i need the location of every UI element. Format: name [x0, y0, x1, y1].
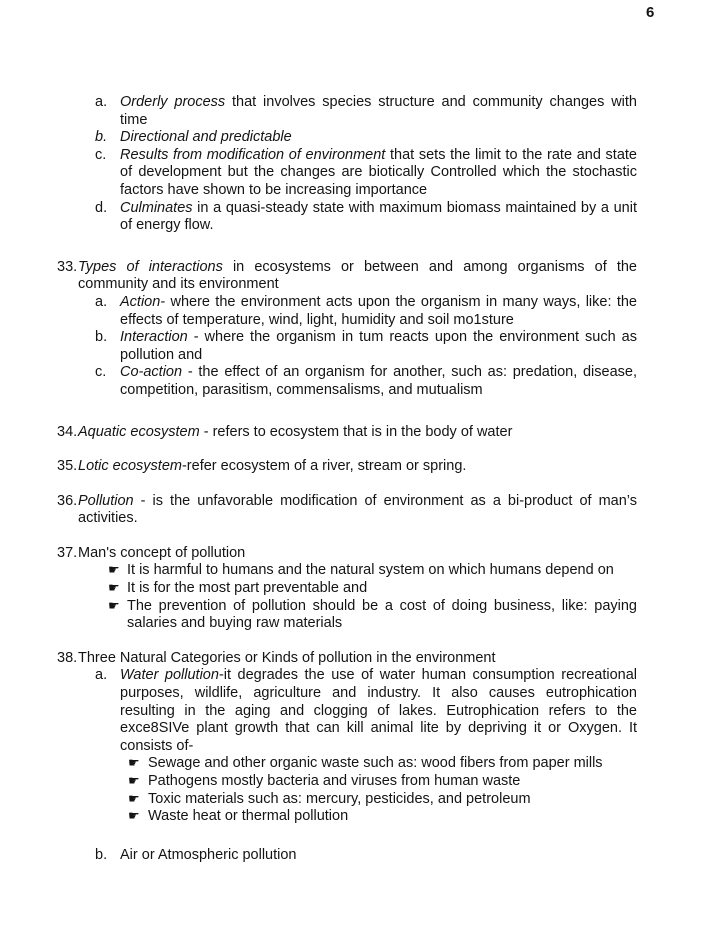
- item-text: -it degrades the use of water human consumption recreational purposes, wildlife, agriculture and industry. It also causes eutrophication resulting in the aging and clogging of lakes. Eutrophication refers to the exce8SIVe plant growth that can kill animal lite by depriving it or Oxygen. It consists of-: [120, 667, 638, 754]
- list-item-d: [95, 200, 637, 235]
- item-number: 33.: [57, 258, 78, 275]
- list-marker: b.: [95, 129, 108, 146]
- item-lead: Results from modification of environment: [120, 146, 386, 163]
- item-text: - the effect of an organism for another, such as: predation, disease, competition, parasitism, commensalisms, and mutualism: [120, 364, 637, 398]
- item-lead: Interaction: [120, 329, 188, 346]
- item-number: 36.: [57, 492, 78, 509]
- list-item-b: [95, 129, 637, 147]
- item-number: 34.: [57, 423, 78, 440]
- sub-item-marker: b.: [95, 846, 108, 863]
- item-37: [57, 545, 637, 633]
- item-35-text: [57, 458, 637, 476]
- bullet-row: [128, 755, 637, 773]
- item-38: [57, 650, 637, 865]
- item-33: [57, 259, 637, 400]
- item-35: [57, 458, 637, 476]
- page-number: 6: [646, 4, 655, 21]
- item-34-text: [57, 424, 637, 442]
- list-marker: d.: [95, 199, 108, 216]
- bullet-text: The prevention of pollution should be a cost of doing business, like: paying salaries and buying raw materials: [127, 597, 637, 632]
- bullet-row: [128, 773, 637, 791]
- item-text: - refers to ecosystem that is in the body of water: [199, 423, 513, 440]
- bullet-row: [128, 808, 637, 826]
- pointing-hand-bullet-icon: ☛: [108, 581, 120, 597]
- item-number: 38.: [57, 649, 78, 666]
- bullet-text: It is harmful to humans and the natural system on which humans depend on: [127, 562, 614, 579]
- item-text: in ecosystems or between and among organisms of the community and its environment: [78, 258, 637, 293]
- bullet-text: Sewage and other organic waste such as: wood fibers from paper mills: [148, 755, 603, 772]
- item-text: -refer ecosystem of a river, stream or spring.: [181, 458, 467, 475]
- sub-item-marker: a.: [95, 667, 108, 684]
- list-marker: a.: [95, 94, 108, 110]
- list-item-c: [95, 147, 637, 200]
- item-lead: Action-: [120, 293, 166, 310]
- document-content: [57, 94, 637, 864]
- bullet-row: [108, 598, 637, 633]
- sub-item-c: [95, 364, 637, 399]
- item-lead: Orderly process: [120, 94, 226, 110]
- bullet-text: Waste heat or thermal pollution: [148, 808, 349, 825]
- item-38-heading: [57, 650, 637, 668]
- item-37-heading: [57, 545, 637, 563]
- sub-item-marker: c.: [95, 364, 107, 381]
- item-text: - is the unfavorable modification of environment as a bi-product of man’s activities.: [78, 492, 637, 527]
- item-number: 37.: [57, 544, 78, 561]
- pointing-hand-bullet-icon: ☛: [108, 563, 120, 579]
- sub-item-b: [95, 329, 637, 364]
- item-lead: Lotic ecosystem: [78, 458, 182, 475]
- bullet-row: [128, 791, 637, 809]
- sub-item-marker: b.: [95, 329, 108, 346]
- item-text: that involves species structure and community changes with time: [120, 94, 637, 128]
- item-36: [57, 493, 637, 528]
- item-lead: Directional and predictable: [120, 129, 292, 146]
- item-text: where the environment acts upon the organism in many ways, like: the effects of temperature, wind, light, humidity and soil mo1sture: [120, 293, 637, 328]
- bullet-text: Toxic materials such as: mercury, pesticides, and petroleum: [148, 790, 531, 807]
- bullet-row: [108, 562, 637, 580]
- sub-item-air-pollution: [95, 847, 637, 865]
- list-marker: c.: [95, 146, 107, 163]
- sub-item-water-pollution: [95, 667, 637, 755]
- item-33-heading: [57, 259, 637, 294]
- sub-item-a: [95, 294, 637, 329]
- item-34: [57, 424, 637, 442]
- item-lead: Aquatic ecosystem: [78, 423, 200, 440]
- item-lead: Culminates: [120, 199, 193, 216]
- item-lead: Pollution: [78, 492, 134, 509]
- item-text: that sets the limit to the rate and state of development but the changes are biotically Controlled which the stochastic factors have shown to be increasing importance: [120, 146, 637, 198]
- list-item-a: [95, 94, 637, 129]
- sub-item-marker: a.: [95, 293, 108, 310]
- pointing-hand-bullet-icon: ☛: [128, 809, 140, 825]
- item-title: Three Natural Categories or Kinds of pollution in the environment: [78, 649, 496, 666]
- item-text: Air or Atmospheric pollution: [120, 846, 297, 863]
- item-title: Man's concept of pollution: [78, 544, 246, 561]
- item-lead: Types of interactions: [78, 258, 223, 275]
- pointing-hand-bullet-icon: ☛: [128, 791, 140, 807]
- pointing-hand-bullet-icon: ☛: [128, 756, 140, 772]
- item-36-text: [57, 493, 637, 528]
- bullet-text: Pathogens mostly bacteria and viruses from human waste: [148, 773, 521, 789]
- bullet-row: [108, 580, 637, 598]
- list-succession-characteristics: [57, 94, 637, 235]
- bullet-text: It is for the most part preventable and: [127, 580, 368, 597]
- item-lead: Water pollution: [120, 667, 219, 684]
- item-lead: Co-action: [120, 364, 183, 381]
- pointing-hand-bullet-icon: ☛: [108, 598, 120, 614]
- item-text: - where the organism in tum reacts upon the environment such as pollution and: [120, 329, 637, 363]
- item-number: 35.: [57, 458, 78, 475]
- pointing-hand-bullet-icon: ☛: [128, 774, 140, 789]
- item-text: in a quasi-steady state with maximum biomass maintained by a unit of energy flow.: [120, 199, 637, 234]
